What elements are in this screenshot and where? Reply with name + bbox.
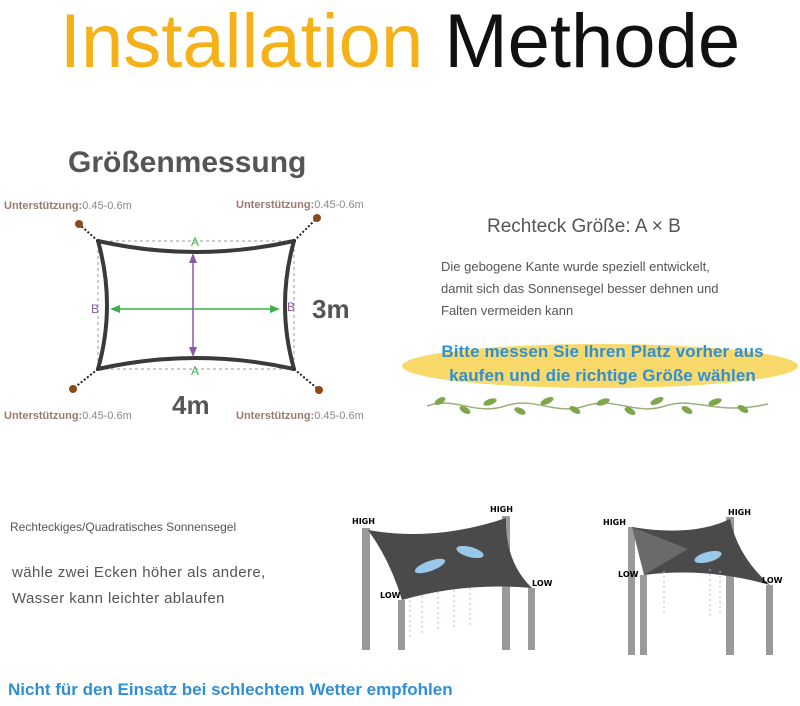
low-label: LOW xyxy=(532,579,553,588)
weather-warning: Nicht für den Einsatz bei schlechtem Wetter empfohlen xyxy=(8,680,453,699)
banner-line: Bitte messen Sie Ihren Platz vorher aus xyxy=(441,342,764,361)
water-drops xyxy=(664,569,720,617)
drainage-tip xyxy=(12,560,342,612)
support-word: Unterstützung: xyxy=(236,199,315,211)
pole xyxy=(528,588,535,650)
support-range: 0.45-0.6m xyxy=(314,199,364,211)
edge-description xyxy=(441,256,791,322)
pole xyxy=(766,585,773,655)
title-part-installation: Installation xyxy=(59,0,424,84)
low-label: LOW xyxy=(380,591,401,600)
rope-top-right xyxy=(294,219,316,241)
support-word: Unterstützung: xyxy=(236,410,315,422)
size-formula: Rechteck Größe: A × B xyxy=(487,216,681,237)
water-drops xyxy=(410,588,470,640)
pole xyxy=(628,527,635,655)
banner-line: kaufen und die richtige Größe wählen xyxy=(449,366,756,385)
tip-line: wähle zwei Ecken höher als andere, xyxy=(12,564,266,581)
anchor-bottom-right xyxy=(315,386,323,394)
rectangular-sail-illustration xyxy=(350,500,560,650)
title-part-methode: Methode xyxy=(444,0,741,84)
support-label-bottom-right xyxy=(236,410,364,422)
label-a-bottom: A xyxy=(191,364,200,378)
tip-line: Wasser kann leichter ablaufen xyxy=(12,590,225,607)
pole xyxy=(398,600,405,650)
label-b-left: B xyxy=(91,302,100,316)
anchor-top-right xyxy=(313,214,321,222)
page-title xyxy=(0,0,800,110)
high-label: HIGH xyxy=(603,518,626,527)
description-line: Falten vermeiden kann xyxy=(441,303,574,318)
rope-top-left xyxy=(80,225,98,241)
anchor-bottom-left xyxy=(69,385,77,393)
support-range: 0.45-0.6m xyxy=(314,410,364,422)
vine-leaves xyxy=(433,395,749,416)
high-label: HIGH xyxy=(352,517,375,526)
square-sail-illustration xyxy=(598,505,793,655)
sail-shape xyxy=(98,241,294,369)
measurement-heading: Größenmessung xyxy=(68,146,307,179)
label-b-right: B xyxy=(287,300,296,314)
low-label: LOW xyxy=(618,570,639,579)
rope-bottom-right xyxy=(294,369,318,389)
description-line: damit sich das Sonnensegel besser dehnen und xyxy=(441,281,719,296)
sail-type-label: Rechteckiges/Quadratisches Sonnensegel xyxy=(10,520,237,534)
width-value: 4m xyxy=(172,390,210,420)
vine-decoration xyxy=(425,390,770,422)
rope-bottom-left xyxy=(74,369,98,388)
height-value: 3m xyxy=(312,294,350,324)
support-word: Unterstützung: xyxy=(4,200,83,212)
measure-advice-banner xyxy=(405,340,800,388)
pole xyxy=(362,528,370,650)
sail-measurement-diagram xyxy=(60,205,340,405)
support-word: Unterstützung: xyxy=(4,410,83,422)
low-label: LOW xyxy=(762,576,783,585)
high-label: HIGH xyxy=(490,505,513,514)
anchor-top-left xyxy=(75,220,83,228)
high-label: HIGH xyxy=(728,508,751,517)
pole xyxy=(640,575,647,655)
support-range: 0.45-0.6m xyxy=(82,410,132,422)
description-line: Die gebogene Kante wurde speziell entwickelt, xyxy=(441,259,710,274)
support-label-bottom-left xyxy=(4,410,132,422)
support-range: 0.45-0.6m xyxy=(82,200,132,212)
label-a-top: A xyxy=(191,235,200,249)
